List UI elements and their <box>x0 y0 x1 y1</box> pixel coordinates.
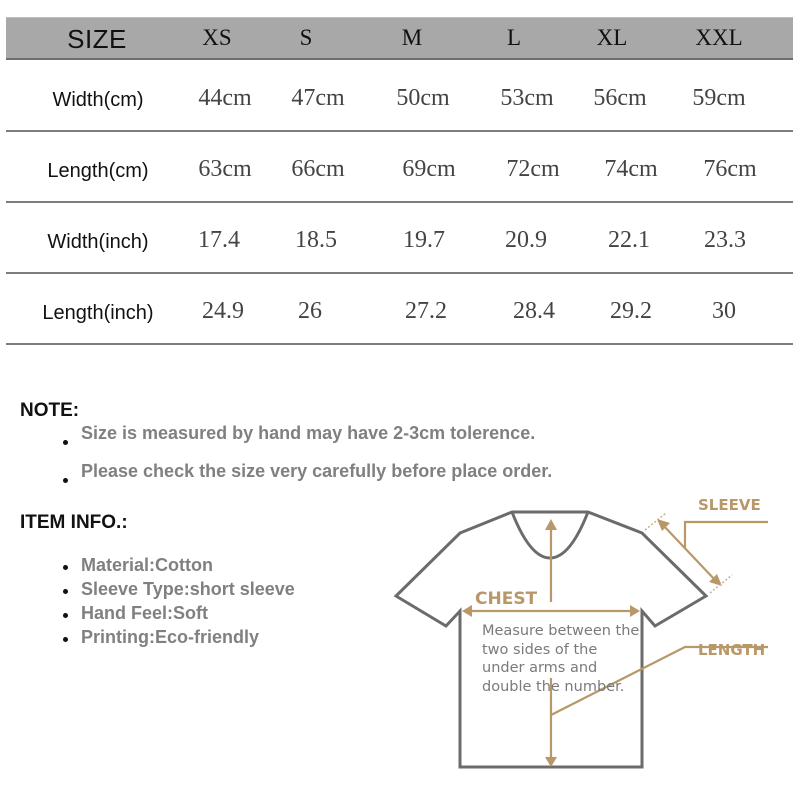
list-item <box>63 602 295 626</box>
cell-value: 29.2 <box>610 298 652 324</box>
header-xs: XS <box>202 25 232 50</box>
cell-value: 69cm <box>402 156 456 182</box>
header-xxl: XXL <box>695 25 743 50</box>
bullet-icon <box>63 637 68 642</box>
table-row <box>6 274 793 345</box>
list-item <box>63 578 295 602</box>
cell-value: 63cm <box>198 156 252 182</box>
bullet-icon <box>63 565 68 570</box>
cell-value: 50cm <box>396 85 450 111</box>
list-item <box>63 554 295 578</box>
chest-measure-description: Measure between the two sides of the under arms and double the number. <box>482 623 640 695</box>
cell-value: 53cm <box>500 85 554 111</box>
list-item <box>63 626 295 650</box>
bullet-icon <box>63 440 68 445</box>
cell-value: 22.1 <box>608 227 650 253</box>
sleeve-label: SLEEVE <box>698 496 761 514</box>
cell-value: 20.9 <box>505 227 547 253</box>
cell-value: 24.9 <box>202 298 244 324</box>
info-text: Hand Feel:Soft <box>81 603 209 623</box>
info-text: Printing:Eco-friendly <box>81 627 260 647</box>
cell-value: 56cm <box>593 85 647 111</box>
cell-value: 47cm <box>291 85 345 111</box>
header-xl: XL <box>596 25 628 50</box>
header-size: SIZE <box>67 24 127 54</box>
bullet-icon <box>63 589 68 594</box>
cell-value: 30 <box>712 298 736 324</box>
note-heading: NOTE: <box>20 400 80 421</box>
cell-value: 66cm <box>291 156 345 182</box>
table-row <box>6 132 793 203</box>
cell-value: 27.2 <box>405 298 447 324</box>
item-info-heading: ITEM INFO.: <box>20 512 128 533</box>
cell-value: 76cm <box>703 156 757 182</box>
cell-value: 19.7 <box>403 227 445 253</box>
size-header-row <box>6 17 793 60</box>
tshirt-measurement-diagram <box>380 480 800 800</box>
cell-value: 28.4 <box>513 298 555 324</box>
info-text: Sleeve Type:short sleeve <box>81 579 295 599</box>
header-l: L <box>506 25 522 50</box>
note-text: Please check the size very carefully before place order. <box>81 461 553 481</box>
note-text: Size is measured by hand may have 2-3cm tolerence. <box>81 423 536 443</box>
item-info-list <box>63 554 295 650</box>
header-m: M <box>401 25 423 50</box>
row-label: Length(inch) <box>42 302 154 324</box>
row-label: Width(cm) <box>52 89 144 111</box>
length-label: LENGTH <box>698 641 766 659</box>
row-label: Width(inch) <box>47 231 149 253</box>
cell-value: 44cm <box>198 85 252 111</box>
bullet-icon <box>63 478 68 483</box>
list-item <box>63 422 552 460</box>
bullet-icon <box>63 613 68 618</box>
row-label: Length(cm) <box>47 160 149 182</box>
chest-label: CHEST <box>475 589 538 609</box>
cell-value: 72cm <box>506 156 560 182</box>
cell-value: 59cm <box>692 85 746 111</box>
cell-value: 26 <box>298 298 322 324</box>
cell-value: 18.5 <box>295 227 337 253</box>
cell-value: 74cm <box>604 156 658 182</box>
cell-value: 23.3 <box>704 227 746 253</box>
cell-value: 17.4 <box>198 227 240 253</box>
header-s: S <box>299 25 313 50</box>
table-row <box>6 203 793 274</box>
info-text: Material:Cotton <box>81 555 213 575</box>
table-row <box>6 61 793 132</box>
